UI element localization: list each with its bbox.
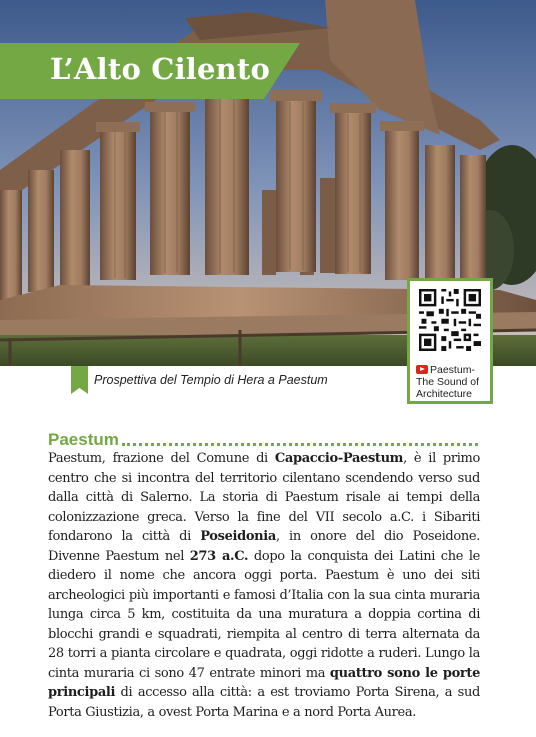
body-text-segment: , in onore del dio Poseidone. Divenne Paestum nel [48, 529, 480, 564]
caption-bookmark-icon [71, 366, 88, 394]
body-bold-segment: 273 a.C. [189, 548, 249, 564]
section-title: Paestum [48, 430, 119, 449]
qr-label-text: Paestum- The Sound of Architecture [416, 364, 480, 400]
qr-label [416, 364, 490, 400]
qr-card[interactable] [407, 278, 493, 404]
page-title: L’Alto Cilento [50, 52, 271, 86]
body-text-segment: di accesso alla città: a est troviamo Porta Sirena, a sud Porta Giustizia, a ovest Porta Marina e a nord Porta Aurea. [48, 685, 480, 720]
body-text-segment: , è il primo centro che si incontra del territorio cilentano scendendo verso sud dalla città di Salerno. La storia di Paestum risale ai tempi della colonizzazione greca. Verso la fine del VII secolo a.C. i Sibariti fondarono la città di [48, 451, 481, 544]
body-text-segment: Paestum, frazione del Comune di [48, 451, 275, 466]
qr-code-icon[interactable] [419, 289, 481, 351]
body-bold-segment: Capaccio-Paestum [274, 451, 404, 466]
body-bold-segment: quattro sono le porte principali [48, 665, 480, 700]
youtube-icon [416, 365, 428, 374]
body-text-segment: dopo la conquista dei Latini che le diedero il nome che ancora oggi porta. Paestum è uno dei siti archeologici più importanti e famosi d’Italia con la sua cinta muraria lunga circa 5 km, costituita da una muratura a doppia cortina di blocchi grandi e squadrati, riempita al centro di terra alternata da 28 torri a pianta circolare e quadrata, oggi ridotte a ruderi. Lungo la cinta muraria ci sono 47 entrate minori ma [48, 548, 480, 681]
photo-caption: Prospettiva del Tempio di Hera a Paestum [94, 373, 328, 387]
body-paragraph [48, 449, 480, 722]
dotted-rule [122, 443, 478, 446]
body-bold-segment: Poseidonia [200, 529, 276, 544]
section-heading [48, 428, 478, 450]
